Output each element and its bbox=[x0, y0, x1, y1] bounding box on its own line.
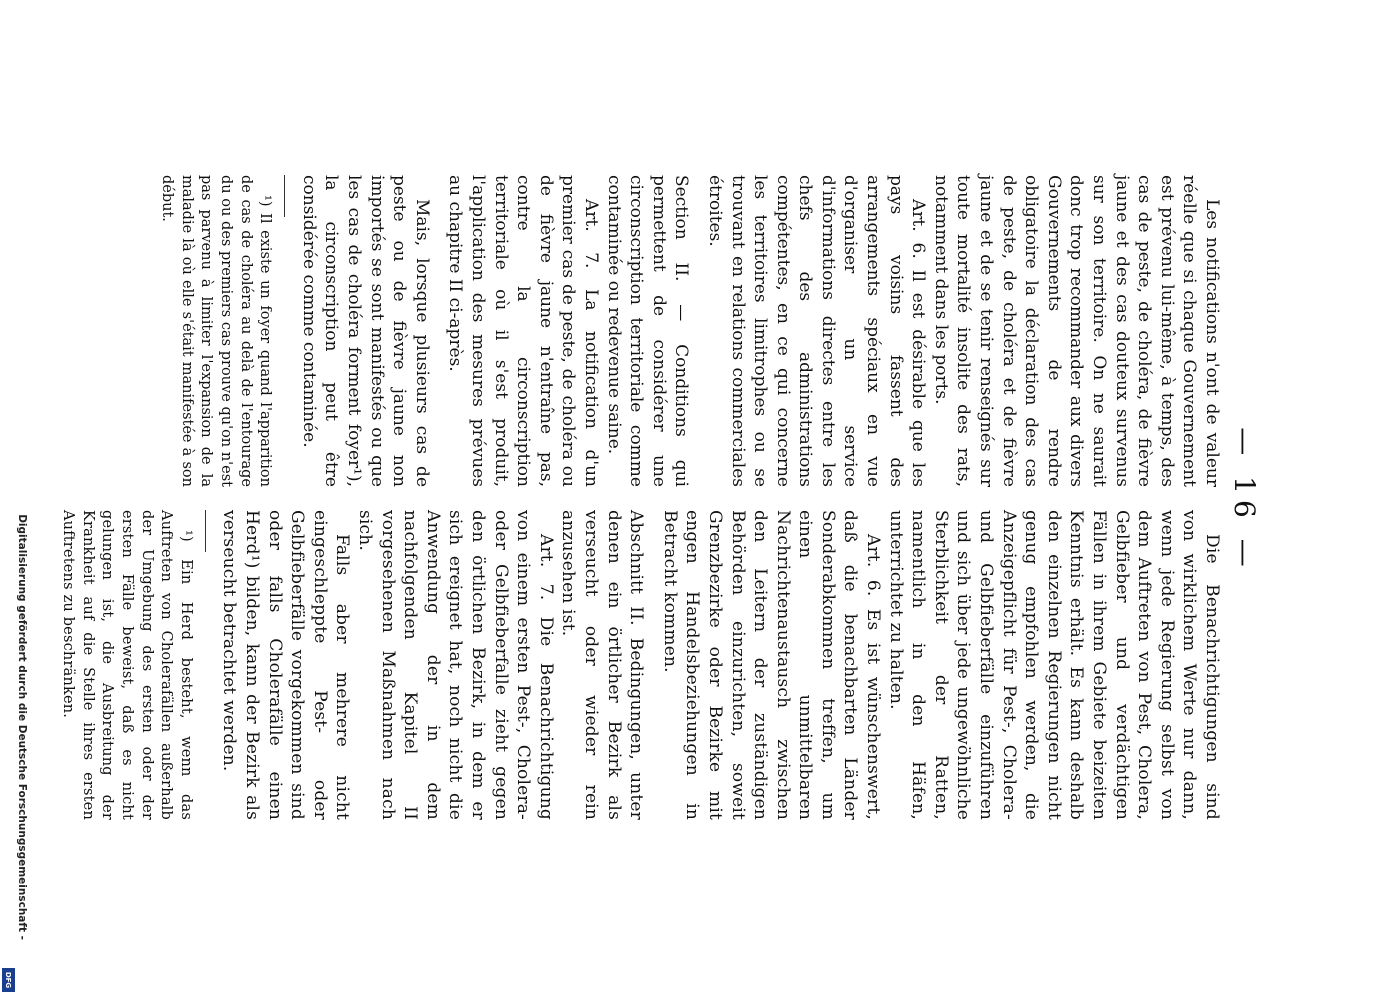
german-paragraph-1: Die Benachrichtigungen sind von wirklichem Werte nur dann, wenn jede Regierung selbst von dem Auftreten von Pest, Cholera, Gelbfieber und verdächtigen Fällen in ihrem Gebiete beizeiten Kenntnis erhält. Es kann deshalb den einzelnen Regierungen nicht genug empfohlen werden, die Anzeigepflicht für Pest-, Cholera- und Gelbfieberfälle einzuführen und sich über jede ungewöhnliche Sterblichkeit der Ratten, namentlich in den Häfen, unterrichtet zu halten. bbox=[885, 510, 1222, 820]
footnote-rule bbox=[205, 510, 206, 552]
german-footnote: ¹) Ein Herd besteht, wenn das Auftreten von Cholerafällen außerhalb der Umgebung des ersten oder der ersten Fälle beweist, daß es nicht gelungen ist, die Ausbreitung der Krankheit auf die Stelle ihres ersten Auftretens zu beschränken. bbox=[60, 510, 194, 820]
watermark-text: Digitalisierung gefördert durch die Deutsche Forschungsgemeinschaft - bbox=[16, 514, 28, 940]
german-column bbox=[58, 510, 1223, 820]
french-article-7: Art. 7. La notification d'un premier cas de peste, de choléra ou de fièvre jaune n'entraîne pas, contre la circonscription territoriale où il s'est produit, l'application des mesures prévues au chapitre II ci-après. bbox=[445, 175, 601, 487]
french-paragraph-4: Mais, lorsque plusieurs cas de peste ou de fièvre jaune non importés se sont manifestés ou que les cas de choléra forment foyer¹), la circonscription peut être considérée comme contaminée. bbox=[298, 175, 432, 487]
german-section-heading: Abschnitt II. Bedingungen, unter denen ein örtlicher Bezirk als verseucht oder wieder rein anzusehen ist. bbox=[558, 510, 647, 820]
french-section-heading: Section II. — Conditions qui permettent de considérer une circonscription territoriale comme contaminée ou redevenue saine. bbox=[603, 175, 692, 487]
dfg-logo-icon: DFG bbox=[2, 968, 15, 992]
french-footnote: ¹) Il existe un foyer quand l'apparition de cas de choléra au delà de l'entourage du ou des premiers cas prouve qu'on n'est pas parvenu à limiter l'expansion de la maladie là où elle s'était manifestée à son début. bbox=[159, 175, 274, 487]
german-paragraph-4: Falls aber mehrere nicht eingeschleppte Pest- oder Gelbfieberfälle vorgekommen sind oder falls Cholerafälle einen Herd¹) bilden, kann der Bezirk als verseucht betrachtet werden. bbox=[219, 510, 353, 820]
french-paragraph-1: Les notifications n'ont de valeur réelle que si chaque Gouvernement est prévenu lui-même, à temps, des cas de peste, de choléra, de fièvre jaune et des cas douteux survenus sur son territoire. On ne saurait donc trop recommander aux divers Gouvernements de rendre obligatoire la déclaration des cas de peste, de choléra et de fièvre jaune et de se tenir renseignés sur toute mortalité insolite des rats, notamment dans les ports. bbox=[930, 175, 1222, 487]
german-article-7: Art. 7. Die Benachrichtigung von einem ersten Pest-, Cholera- oder Gelbfieberfalle zieht gegen den örtlichen Bezirk, in dem er sich ereignet hat, noch nicht die Anwendung der in dem nachfolgenden Kapitel II vorgesehenen Maßnahmen nach sich. bbox=[355, 510, 556, 820]
german-article-6: Art. 6. Es ist wünschenswert, daß die benachbarten Länder Sonderabkommen treffen, um einen unmittelbaren Nachrichtenaustausch zwischen den Leitern der zuständigen Behörden einzurichten, soweit Grenzbezirke oder Bezirke mit engen Handelsbeziehungen in Betracht kommen. bbox=[659, 510, 884, 820]
page-number: — 16 — bbox=[1228, 427, 1261, 573]
french-column bbox=[157, 175, 1223, 487]
digitization-watermark bbox=[0, 0, 28, 1000]
french-article-6: Art. 6. Il est désirable que les pays voisins fassent des arrangements spéciaux en vue d'organiser un service d'informations directes entre les chefs des administrations compétentes, en ce qui concerne les territoires limitrophes ou se trouvant en relations commerciales étroites. bbox=[704, 175, 929, 487]
footnote-rule bbox=[284, 175, 285, 217]
